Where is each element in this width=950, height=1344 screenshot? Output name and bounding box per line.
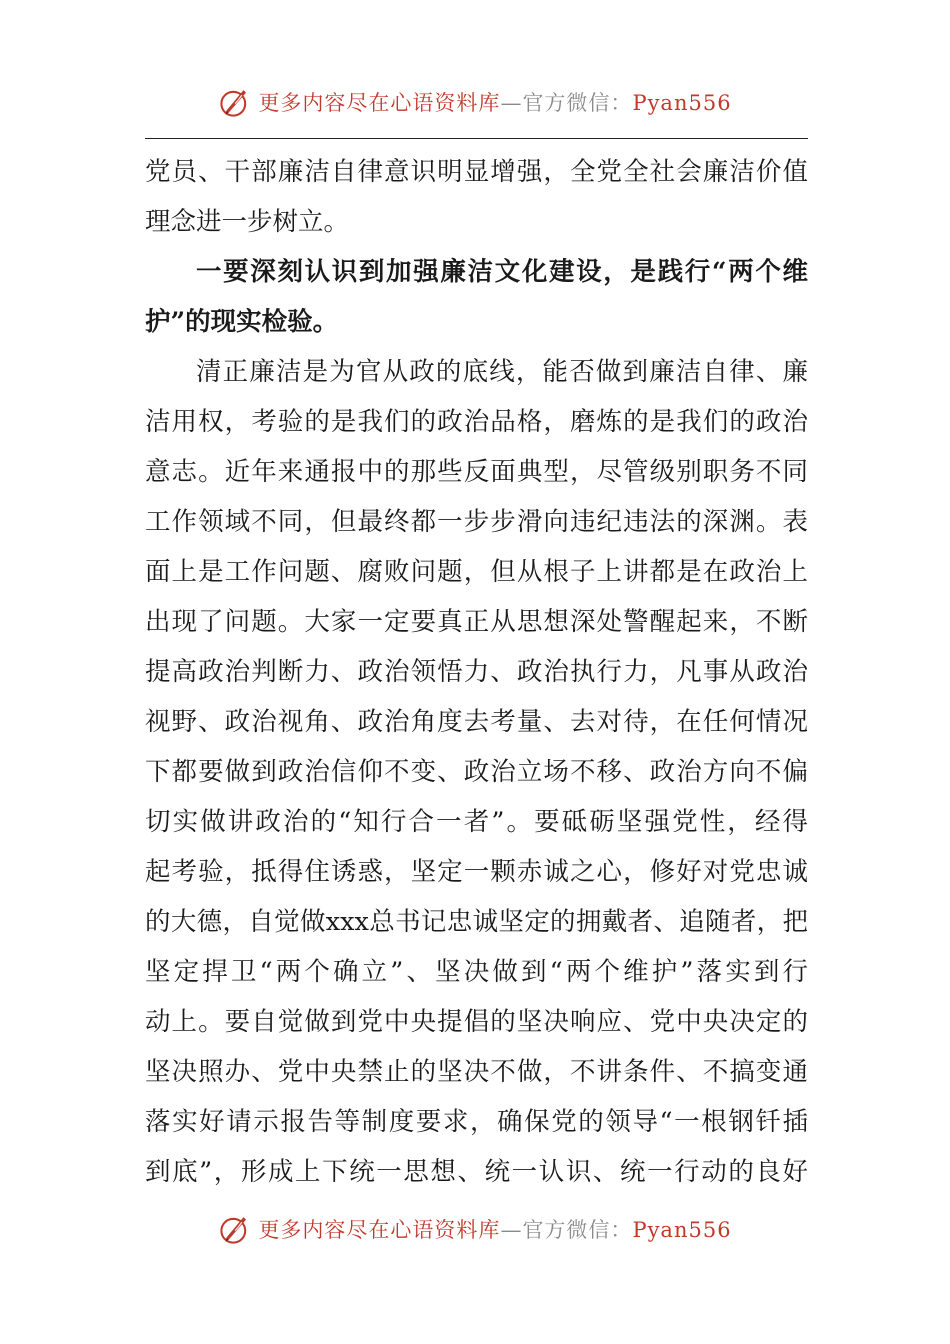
footer-banner-text (258, 1214, 731, 1244)
header-banner (0, 82, 950, 122)
text-line: 意志。近年来通报中的那些反面典型，尽管级别职务不同 (145, 457, 808, 487)
footer-brand: 更多内容尽在心语资料库 (258, 1218, 501, 1242)
footer-wechat-id: Pyan556 (632, 1218, 732, 1242)
quill-logo-icon (218, 85, 252, 119)
text-line: 出现了问题。大家一定要真正从思想深处警醒起来，不断 (145, 607, 808, 637)
section-heading: 一要深刻认识到加强廉洁文化建设，是践行“两个维 (196, 257, 808, 287)
header-wechat-id: Pyan556 (632, 91, 732, 115)
footer-official-label: 官方微信： (522, 1218, 633, 1242)
text-line: 切实做讲政治的“知行合一者”。要砥砺坚强党性，经得 (145, 807, 808, 837)
text-line: 面上是工作问题、腐败问题，但从根子上讲都是在政治上 (145, 557, 808, 587)
text-line: 落实好请示报告等制度要求，确保党的领导“一根钢钎插 (145, 1107, 808, 1137)
text-line: 坚决照办、党中央禁止的坚决不做，不讲条件、不搞变通 (145, 1057, 808, 1087)
header-divider (145, 138, 808, 139)
footer-dash: — (500, 1218, 523, 1242)
text-line: 动上。要自觉做到党中央提倡的坚决响应、党中央决定的 (145, 1007, 808, 1037)
text-line: 清正廉洁是为官从政的底线，能否做到廉洁自律、廉 (196, 357, 808, 387)
section-heading: 护”的现实检验。 (145, 307, 339, 337)
header-dash: — (500, 91, 523, 115)
text-line: 洁用权，考验的是我们的政治品格，磨炼的是我们的政治 (145, 407, 808, 437)
text-line: 视野、政治视角、政治角度去考量、去对待，在任何情况 (145, 707, 808, 737)
text-line: 到底”，形成上下统一思想、统一认识、统一行动的良好 (145, 1157, 808, 1187)
text-line: 党员、干部廉洁自律意识明显增强，全党全社会廉洁价值 (145, 157, 808, 187)
text-line: 下都要做到政治信仰不变、政治立场不移、政治方向不偏 (145, 757, 808, 787)
quill-logo-icon (218, 1212, 252, 1246)
text-line: 工作领域不同，但最终都一步步滑向违纪违法的深渊。表 (145, 507, 808, 537)
header-brand: 更多内容尽在心语资料库 (258, 91, 501, 115)
text-line: 提高政治判断力、政治领悟力、政治执行力，凡事从政治 (145, 657, 808, 687)
text-line: 坚定捍卫“两个确立”、坚决做到“两个维护”落实到行 (145, 957, 808, 987)
footer-banner (0, 1209, 950, 1249)
header-banner-text (258, 87, 731, 117)
text-line: 起考验，抵得住诱惑，坚定一颗赤诚之心，修好对党忠诚 (145, 857, 808, 887)
text-line: 的大德，自觉做xxx总书记忠诚坚定的拥戴者、追随者，把 (145, 907, 808, 937)
text-line: 理念进一步树立。 (145, 207, 350, 237)
header-official-label: 官方微信： (522, 91, 633, 115)
